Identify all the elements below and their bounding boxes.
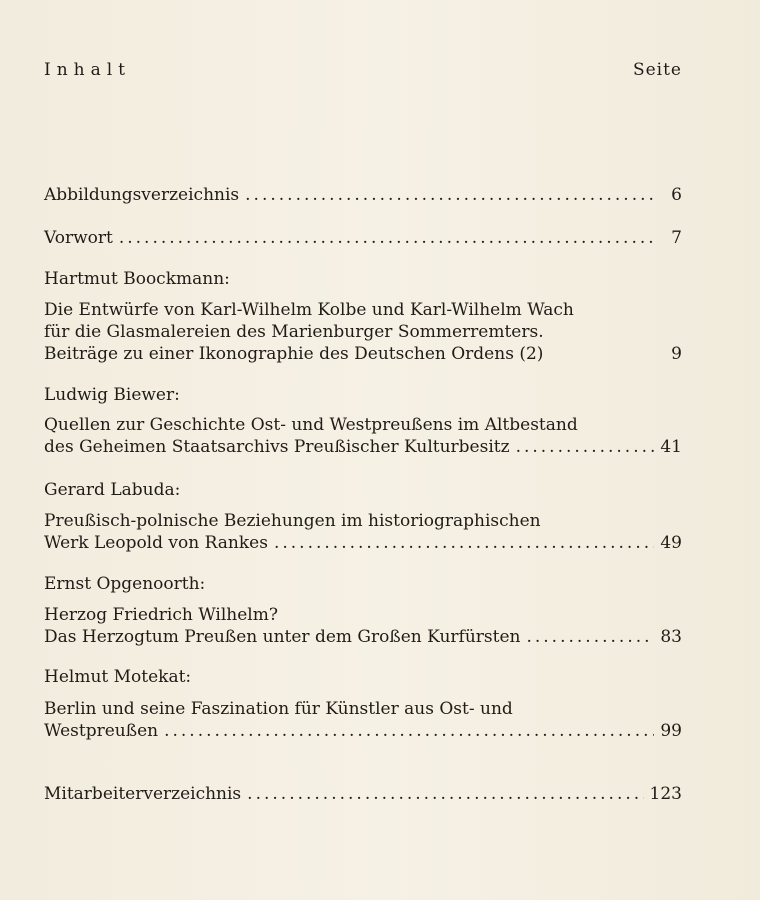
toc-entry-motekat: [44, 666, 682, 688]
entry-title-line: Quellen zur Geschichte Ost- und Westpreußens im Altbestand: [44, 415, 578, 435]
toc-entry-labuda-title: [44, 510, 682, 554]
entry-page: 83: [660, 627, 682, 647]
entry-title-line: Die Entwürfe von Karl-Wilhelm Kolbe und Karl-Wilhelm Wach: [44, 300, 574, 320]
entry-title-line: Westpreußen: [44, 721, 159, 741]
toc-entry-motekat-title: [44, 698, 682, 742]
entry-title-line: Das Herzogtum Preußen unter dem Großen Kurfürsten: [44, 627, 521, 647]
entry-author: Gerard Labuda:: [44, 480, 181, 500]
toc-entry-biewer: [44, 384, 682, 406]
leader-dots: [247, 783, 643, 805]
entry-title-line: des Geheimen Staatsarchivs Preußischer Kulturbesitz: [44, 437, 510, 457]
entry-title: Mitarbeiterverzeichnis: [44, 784, 242, 804]
entry-page: 7: [671, 228, 682, 248]
toc-entry-biewer-title: [44, 414, 682, 458]
toc-entry-opgenoorth: [44, 573, 682, 595]
entry-title-line: Berlin und seine Faszination für Künstler aus Ost- und: [44, 699, 513, 719]
leader-dots: [516, 436, 655, 458]
leader-dots: [119, 227, 656, 249]
entry-author: Ludwig Biewer:: [44, 385, 180, 405]
entry-page: 123: [649, 784, 682, 804]
entry-title-line: für die Glasmalereien des Marienburger Sommerremters.: [44, 322, 544, 342]
toc-header: [44, 60, 682, 80]
entry-title-line: Herzog Friedrich Wilhelm?: [44, 605, 278, 625]
toc-entry-boockmann-title: [44, 299, 682, 365]
toc-entry-boockmann: [44, 268, 682, 290]
leader-dots: [245, 184, 656, 206]
toc-entry-abbildungsverzeichnis: [44, 184, 682, 206]
toc-entry-labuda: [44, 479, 682, 501]
toc-entry-mitarbeiterverzeichnis: [44, 783, 682, 805]
entry-author: Hartmut Boockmann:: [44, 269, 230, 289]
entry-author: Helmut Motekat:: [44, 667, 192, 687]
toc-entry-vorwort: [44, 227, 682, 249]
entry-page: 9: [671, 344, 682, 364]
entry-title-line: Preußisch-polnische Beziehungen im historiographischen: [44, 511, 541, 531]
entry-title: Vorwort: [44, 228, 113, 248]
entry-page: 6: [671, 185, 682, 205]
entry-title-line: Werk Leopold von Rankes: [44, 533, 268, 553]
entry-title: Abbildungsverzeichnis: [44, 185, 240, 205]
entry-author: Ernst Opgenoorth:: [44, 574, 206, 594]
entry-title-line: Beiträge zu einer Ikonographie des Deutschen Ordens (2): [44, 344, 544, 364]
entry-page: 41: [660, 437, 682, 457]
leader-dots: [164, 720, 654, 742]
leader-dots: [274, 532, 654, 554]
page-column-heading: Seite: [632, 60, 682, 80]
entry-page: 99: [660, 721, 682, 741]
entry-page: 49: [660, 533, 682, 553]
toc-entry-opgenoorth-title: [44, 604, 682, 648]
toc-heading: Inhalt: [44, 60, 132, 80]
leader-dots: [526, 626, 654, 648]
